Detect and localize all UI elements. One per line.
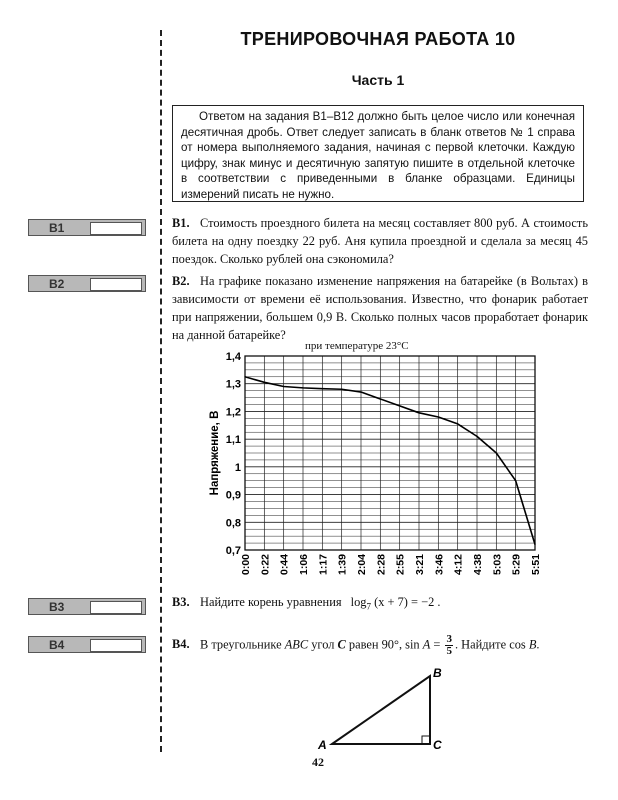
x-tick-label: 1:39 bbox=[336, 554, 349, 576]
answer-label-b1: B1 bbox=[49, 221, 65, 235]
task-b4 bbox=[172, 634, 588, 657]
data-point bbox=[283, 386, 284, 387]
cut-line bbox=[160, 30, 162, 752]
task-b4-text-f: . bbox=[536, 637, 540, 652]
chart-title: при температуре 23°С bbox=[305, 340, 409, 352]
data-point bbox=[534, 544, 535, 545]
x-tick-label: 5:03 bbox=[491, 554, 504, 576]
task-number-b2: B2. bbox=[172, 274, 190, 288]
answer-label-b2: B2 bbox=[49, 277, 65, 291]
voltage-series-line bbox=[245, 377, 535, 545]
task-b4-c: C bbox=[337, 637, 346, 652]
x-tick-label: 2:04 bbox=[356, 554, 368, 576]
page-title: ТРЕНИРОВОЧНАЯ РАБОТА 10 bbox=[240, 29, 516, 49]
data-point bbox=[457, 423, 458, 424]
data-point bbox=[302, 387, 303, 388]
answer-label-b4: B4 bbox=[49, 638, 65, 652]
x-tick-label: 4:38 bbox=[472, 554, 484, 576]
answer-box-b1 bbox=[28, 219, 146, 236]
data-point bbox=[438, 416, 439, 417]
log-symbol: log bbox=[350, 595, 367, 609]
y-tick-label: 1,3 bbox=[225, 378, 241, 391]
y-tick-label: 1 bbox=[234, 461, 241, 474]
fraction-3-5 bbox=[445, 634, 453, 657]
y-tick-label: 0,9 bbox=[225, 489, 241, 502]
y-tick-label: 0,8 bbox=[225, 517, 241, 530]
x-tick-label: 1:06 bbox=[298, 554, 310, 576]
x-tick-label: 0:00 bbox=[240, 554, 252, 576]
x-tick-label: 0:44 bbox=[278, 554, 291, 576]
answer-field-b2[interactable] bbox=[90, 278, 142, 291]
x-tick-label: 1:17 bbox=[317, 554, 330, 576]
log-base: 7 bbox=[366, 601, 371, 612]
y-axis-label: Напряжение, В bbox=[209, 410, 221, 496]
x-tick-label: 5:29 bbox=[510, 554, 523, 576]
equation-b3 bbox=[350, 595, 441, 612]
instructions-box: Ответом на задания B1–B12 должно быть целое число или конечная десятичная дробь. Ответ следует записать в бланк ответов № 1 справа от номера выполняемого задания, начиная с первой клеточки. Каждую цифру, знак минус и десятичную запятую пишите в отдельной клеточке в соответствии с приведенными в бланке образцами. Единицы измерений писать не нужно. bbox=[172, 105, 584, 202]
task-text-b2: На графике показано изменение напряжения на батарейке (в Вольтах) в зависимости от времени её использования. Известно, что фонарик работает при напряжении, большем 0,9 В. Сколько полных часов проработает фонарик на данной батарейке? bbox=[172, 274, 588, 342]
data-point bbox=[418, 412, 419, 413]
x-tick-label: 2:55 bbox=[394, 554, 407, 576]
task-b2 bbox=[172, 272, 588, 344]
x-tick-label: 5:51 bbox=[530, 554, 542, 576]
task-b4-a: A bbox=[422, 637, 431, 652]
data-point bbox=[515, 480, 516, 481]
y-tick-label: 1,2 bbox=[225, 406, 241, 419]
task-b3 bbox=[172, 593, 588, 615]
data-point bbox=[341, 389, 342, 390]
right-angle-mark bbox=[422, 736, 430, 744]
data-point bbox=[496, 452, 497, 453]
x-tick-label: 0:22 bbox=[259, 554, 272, 576]
voltage-chart bbox=[200, 348, 580, 588]
fraction-denominator: 5 bbox=[446, 645, 452, 657]
data-point bbox=[360, 391, 361, 392]
data-point bbox=[244, 376, 245, 377]
task-b1 bbox=[172, 214, 588, 268]
answer-field-b4[interactable] bbox=[90, 639, 142, 652]
task-text-b1: Стоимость проездного билета на месяц составляет 800 руб. А стоимость билета на одну поездку 22 руб. Аня купила проездной и сделала за месяц 45 поездок. Сколько рублей она сэкономила? bbox=[172, 216, 588, 266]
right-triangle bbox=[315, 664, 455, 754]
x-tick-label: 4:12 bbox=[452, 554, 465, 576]
answer-box-b4 bbox=[28, 636, 146, 653]
data-point bbox=[322, 388, 323, 389]
x-tick-label: 2:28 bbox=[375, 554, 388, 576]
x-tick-label: 3:21 bbox=[414, 554, 426, 576]
y-tick-label: 1,1 bbox=[225, 434, 241, 447]
task-b4-text-d: = bbox=[430, 637, 444, 652]
triangle-shape bbox=[332, 676, 430, 744]
task-b4-text-b: угол bbox=[308, 637, 338, 652]
vertex-b: B bbox=[433, 666, 442, 680]
fraction-numerator: 3 bbox=[446, 633, 452, 645]
data-point bbox=[264, 382, 265, 383]
equation-rest: (x + 7) = −2 . bbox=[374, 595, 441, 609]
answer-field-b1[interactable] bbox=[90, 222, 142, 235]
x-tick-label: 3:46 bbox=[433, 554, 446, 576]
task-number-b4: B4. bbox=[172, 637, 190, 652]
task-text-b3: Найдите корень уравнения bbox=[200, 595, 342, 609]
task-b4-abc: ABC bbox=[284, 637, 309, 652]
answer-box-b3 bbox=[28, 598, 146, 615]
task-b4-text-a: В треугольнике bbox=[200, 637, 285, 652]
task-number-b3: B3. bbox=[172, 595, 190, 609]
answer-field-b3[interactable] bbox=[90, 601, 142, 614]
answer-box-b2 bbox=[28, 275, 146, 292]
task-number-b1: B1. bbox=[172, 216, 190, 230]
task-b4-text-c: равен 90°, sin bbox=[345, 637, 423, 652]
data-point bbox=[476, 436, 477, 437]
answer-label-b3: B3 bbox=[49, 600, 65, 614]
page-number: 42 bbox=[312, 755, 324, 769]
task-b4-b: B bbox=[528, 637, 537, 652]
part-heading: Часть 1 bbox=[351, 72, 405, 88]
vertex-a: A bbox=[318, 738, 327, 752]
task-b4-text-e: . Найдите cos bbox=[454, 637, 529, 652]
vertex-c: C bbox=[433, 738, 442, 752]
y-tick-label: 0,7 bbox=[225, 545, 241, 557]
y-tick-label: 1,4 bbox=[225, 351, 241, 363]
data-point bbox=[380, 398, 381, 399]
data-point bbox=[399, 405, 400, 406]
